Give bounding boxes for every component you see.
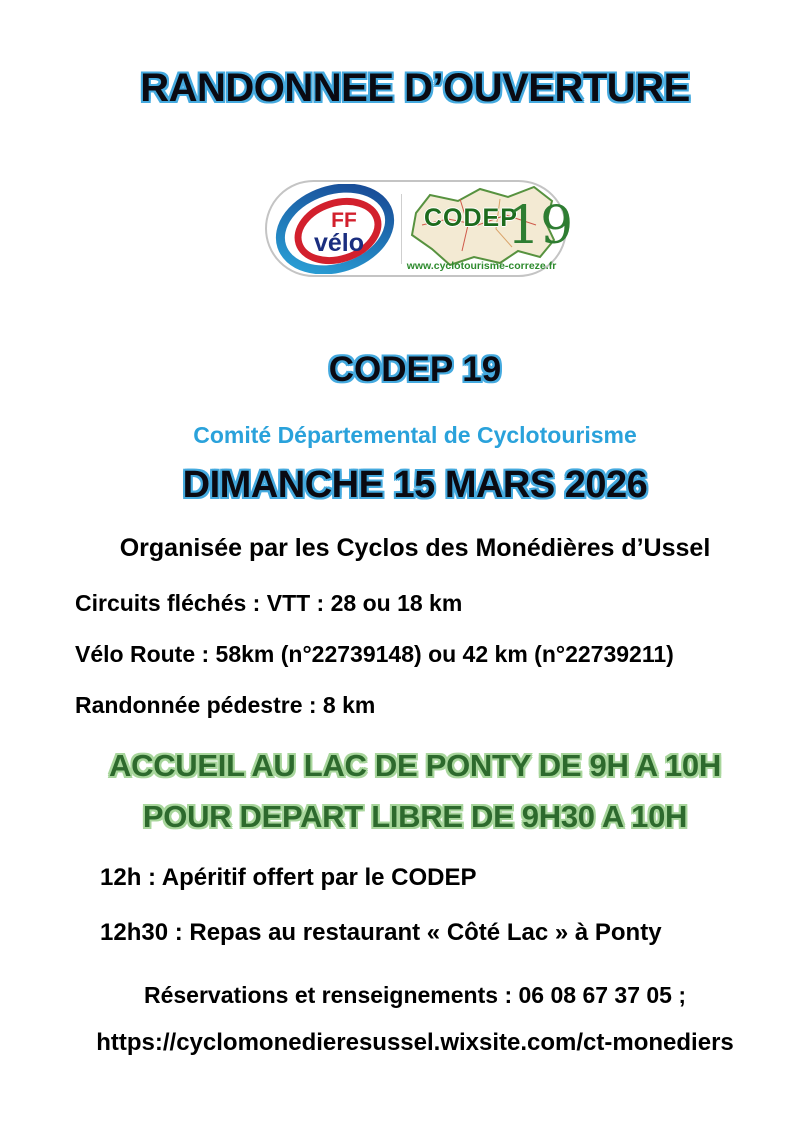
organization-subtitle: Comité Départemental de Cyclotourisme xyxy=(193,422,637,448)
schedule-repas-line: 12h30 : Repas au restaurant « Côté Lac » à Ponty xyxy=(100,919,662,946)
circuit-pedestre-line: Randonnée pédestre : 8 km xyxy=(75,692,376,718)
accueil-line-2: POUR DEPART LIBRE DE 9H30 A 10H xyxy=(142,799,688,834)
website-url: https://cyclomonedieresussel.wixsite.com/ct-monediers xyxy=(96,1029,734,1056)
circuit-vtt-line: Circuits fléchés : VTT : 28 ou 18 km xyxy=(75,590,463,616)
schedule-aperitif-line: 12h : Apéritif offert par le CODEP xyxy=(100,864,477,891)
ffvelo-velo-text: vélo xyxy=(313,228,365,257)
codep19-logo xyxy=(402,182,574,275)
codep-website: www.cyclotourisme-correze.fr xyxy=(406,260,557,272)
reservations-line: Réservations et renseignements : 06 08 67 37 05 ; xyxy=(143,982,687,1008)
codep-number: 19 xyxy=(507,196,574,256)
circuit-route-line: Vélo Route : 58km (n°22739148) ou 42 km (n°22739211) xyxy=(75,641,674,667)
ffvelo-logo xyxy=(273,184,401,274)
event-date: DIMANCHE 15 MARS 2026 xyxy=(182,464,648,506)
ffvelo-codep19-logo xyxy=(265,180,574,277)
codep-label: CODEP xyxy=(424,204,518,232)
poster-title: RANDONNEE D’OUVERTURE xyxy=(140,66,690,110)
ffvelo-rings-icon xyxy=(273,184,401,274)
ffvelo-ff-text: FF xyxy=(331,208,357,232)
organizer-line: Organisée par les Cyclos des Monédières d’Ussel xyxy=(119,534,711,562)
organization-title: CODEP 19 xyxy=(328,350,502,389)
accueil-line-1: ACCUEIL AU LAC DE PONTY DE 9H A 10H xyxy=(109,748,721,783)
